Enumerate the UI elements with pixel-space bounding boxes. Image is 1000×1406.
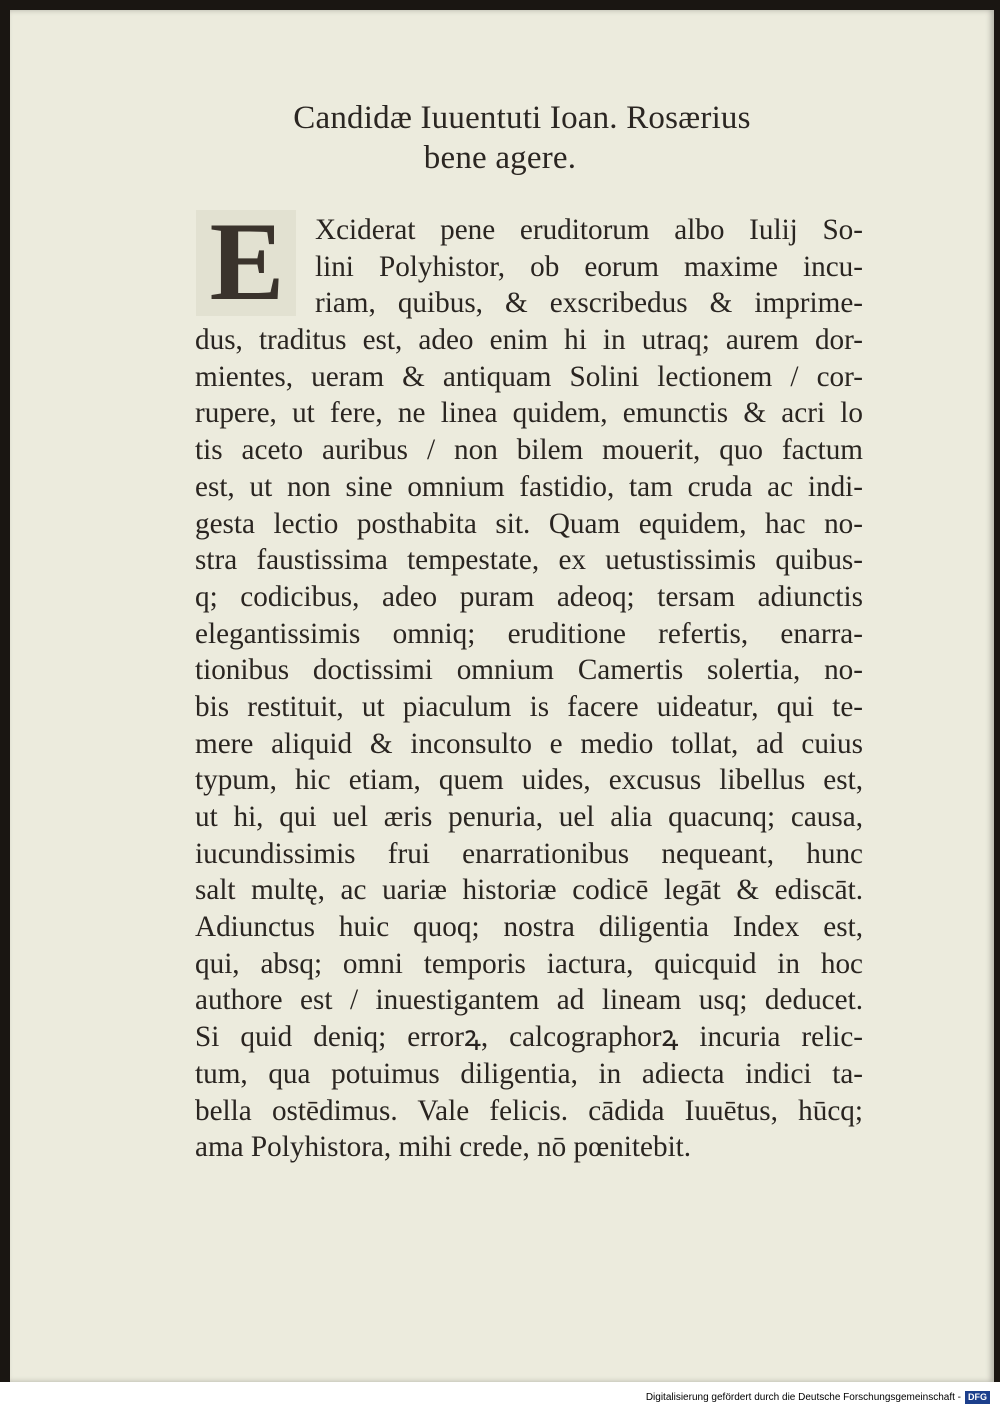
text-line: authore est / inuestigantem ad lineam usq; deducet. [195,984,863,1017]
text-line: dus, traditus est, adeo enim hi in utraq; aurem dor- [195,324,863,357]
text-line: ut hi, qui uel æris penuria, uel alia quacunq; causa, [195,801,863,833]
text-line: tum, qua potuimus diligentia, in adiecta indici ta- [195,1057,863,1090]
text-line: typum, hic etiam, quem uides, excusus libellus est, [195,764,863,797]
decorated-initial: E [209,200,285,324]
text-line: Si quid deniq; errorꝝ, calcographorꝝ incuria relic- [195,1021,863,1054]
text-line: elegantissimis omniq; eruditione refertis, enarra- [195,617,863,650]
text-line: tis aceto auribus / non bilem mouerit, quo factum [195,434,863,467]
footer-credit [646,1390,990,1404]
text-line: Xciderat pene eruditorum albo Iulij So- [315,214,863,246]
body-text [195,200,863,1166]
page-title-line-1: Candidæ Iuuentuti Ioan. Rosærius [293,100,751,136]
text-line: salt multę, ac uariæ historiæ codicē legāt & ediscāt. [195,874,863,907]
text-line: mientes, ueram & antiquam Solini lectionem / cor- [195,360,863,393]
text-line: riam, quibus, & exscribedus & imprime- [315,287,863,320]
text-line: q; codicibus, adeo puram adeoq; tersam adiunctis [195,580,863,613]
footer-text: Digitalisierung gefördert durch die Deutsche Forschungsgemeinschaft - [645,1391,961,1403]
text-line: bis restituit, ut piaculum is facere uideatur, qui te- [195,690,863,723]
text-line: ama Polyhistora, mihi crede, nō pœnitebit. [195,1131,692,1164]
text-line: mere aliquid & inconsulto e medio tollat, ad cuius [195,727,863,760]
text-line: tionibus doctissimi omnium Camertis solertia, no- [195,654,863,687]
text-line: qui, absq; omni temporis iactura, quicquid in hoc [195,947,863,980]
text-line: bella ostēdimus. Vale felicis. cādida Iuuētus, hūcq; [195,1094,863,1127]
text-line: stra faustissima tempestate, ex uetustissimis quibus- [195,544,863,577]
page-title-line-2: bene agere. [423,140,577,176]
text-line: gesta lectio posthabita sit. Quam equidem, hac no- [195,507,863,540]
text-line: iucundissimis frui enarrationibus nequeant, hunc [195,837,863,870]
text-line: Adiunctus huic quoq; nostra diligentia Index est, [195,911,863,944]
text-line: est, ut non sine omnium fastidio, tam cruda ac indi- [195,470,863,503]
dfg-logo[interactable]: DFG [965,1391,990,1404]
text-line: rupere, ut fere, ne linea quidem, emunctis & acri lo [195,397,863,430]
text-line: lini Polyhistor, ob eorum maxime incu- [315,250,863,283]
